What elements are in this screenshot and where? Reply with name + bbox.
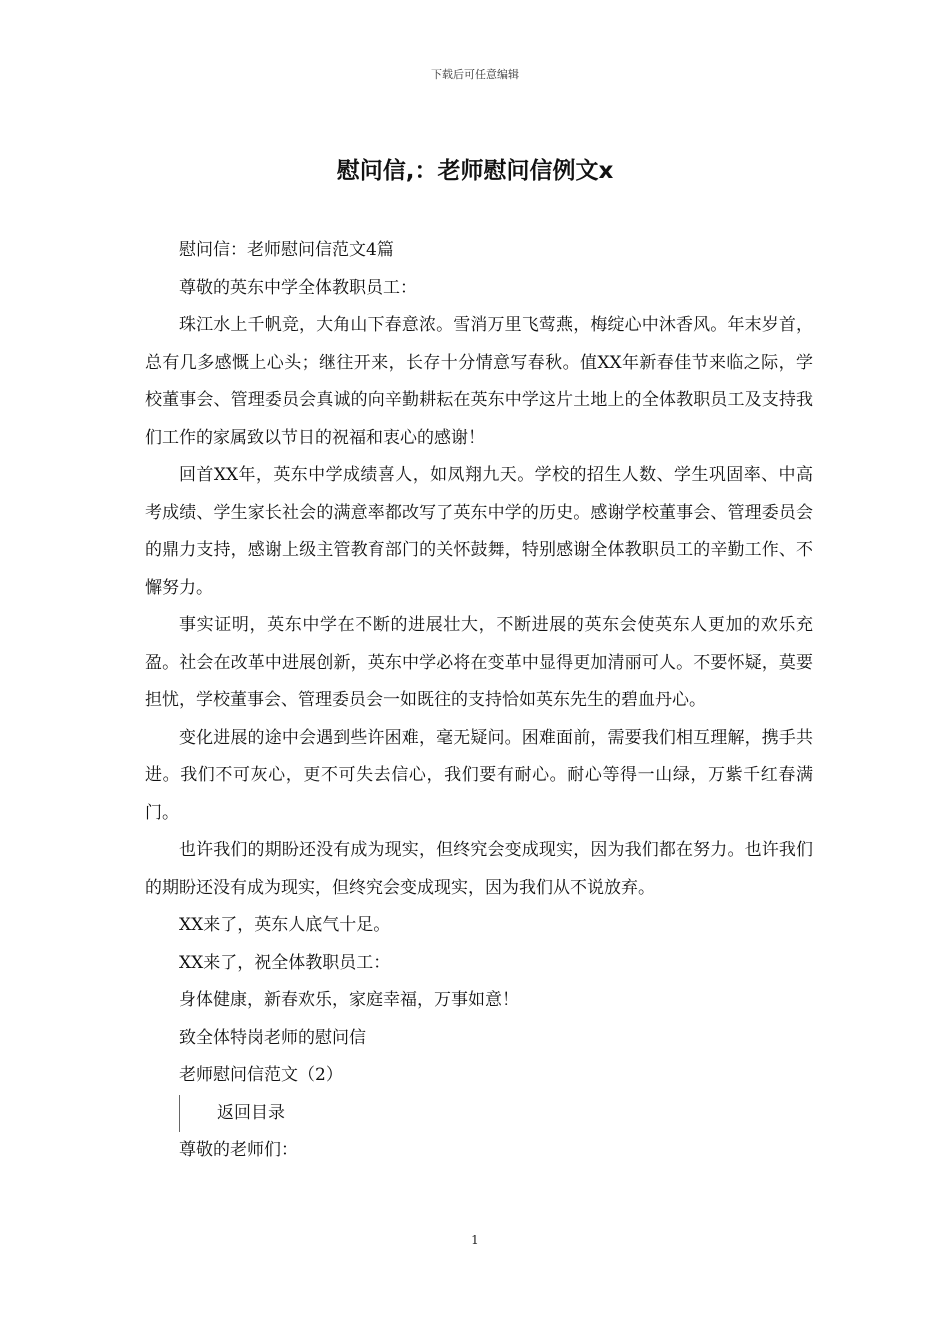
document-body — [145, 232, 813, 1170]
paragraph-line-2: XX来了，祝全体教职员工： — [179, 952, 391, 973]
paragraph-wishes: 身体健康，新春欢乐，家庭幸福，万事如意！ — [179, 990, 519, 1010]
paragraph-section-2: 老师慰问信范文（2） — [179, 1065, 343, 1085]
paragraph-body-5: 也许我们的期盼还没有成为现实，但终究会变成现实，因为我们都在努力。也许我们的期盼还没有成为现实，但终究会变成现实，因为我们从不说放弃。 — [145, 840, 813, 898]
paragraph-salutation-2: 尊敬的老师们： — [179, 1140, 298, 1160]
paragraph-body-3: 事实证明，英东中学在不断的进展壮大，不断进展的英东会使英东人更加的欢乐充盈。社会在改革中进展创新，英东中学必将在变革中显得更加清丽可人。不要怀疑，莫要担忧，学校董事会、管理委员会一如既往的支持恰如英东先生的碧血丹心。 — [145, 615, 813, 710]
page-header-note: 下载后可任意编辑 — [431, 68, 519, 81]
paragraph-salutation: 尊敬的英东中学全体教职员工： — [179, 277, 417, 298]
paragraph-body-2: 回首XX年，英东中学成绩喜人，如凤翔九天。学校的招生人数、学生巩固率、中高考成绩、学生家长社会的满意率都改写了英东中学的历史。感谢学校董事会、管理委员会的鼎力支持，感谢上级主管教育部门的关怀鼓舞，特别感谢全体教职员工的辛勤工作、不懈努力。 — [145, 465, 813, 598]
page-number: 1 — [471, 1233, 479, 1247]
paragraph-heading-2: 致全体特岗老师的慰问信 — [179, 1027, 366, 1048]
paragraph-body-4: 变化进展的途中会遇到些许困难，毫无疑问。困难面前，需要我们相互理解，携手共进。我们不可灰心，更不可失去信心，我们要有耐心。耐心等得一山绿，万紫千红春满门。 — [145, 727, 813, 823]
paragraph-body-1: 珠江水上千帆竞，大角山下春意浓。雪消万里飞莺燕，梅绽心中沐香风。年末岁首，总有几多感慨上心头；继往开来，长存十分情意写春秋。值XX年新春佳节来临之际，学校董事会、管理委员会真诚的向辛勤耕耘在英东中学这片土地上的全体教职员工及支持我们工作的家属致以节日的祝福和衷心的感谢！ — [145, 315, 813, 448]
toc-line — [145, 1095, 813, 1133]
paragraph-line-1: XX来了，英东人底气十足。 — [179, 915, 391, 935]
document-title: 慰问信,：老师慰问信例文x — [336, 158, 614, 184]
back-to-toc-link[interactable]: 返回目录 — [179, 1095, 285, 1133]
paragraph-subtitle: 慰问信：老师慰问信范文4篇 — [179, 240, 394, 260]
